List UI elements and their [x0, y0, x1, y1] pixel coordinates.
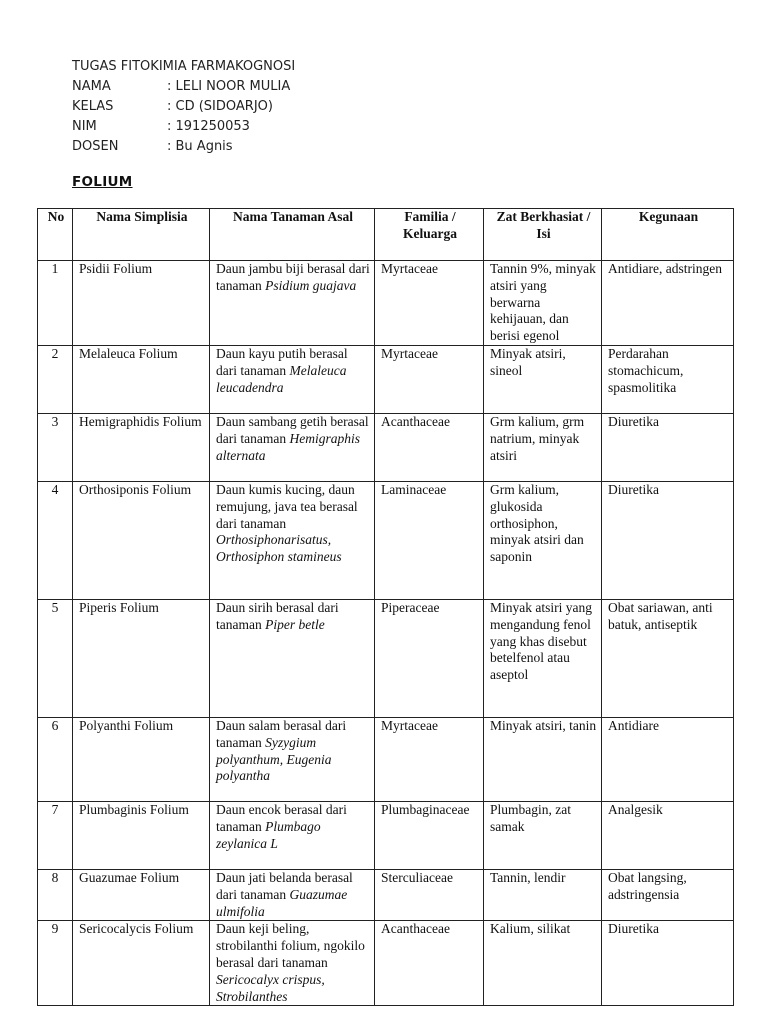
cell-zat-berkhasiat: Grm kalium, glukosida orthosiphon, minyak atsiri dan saponin [484, 482, 602, 600]
cell-nama-simplisia: Piperis Folium [73, 600, 210, 718]
cell-nama-tanaman-asal [210, 414, 375, 482]
cell-nama-simplisia: Hemigraphidis Folium [73, 414, 210, 482]
cell-nama-tanaman-asal [210, 482, 375, 600]
latin-name: Orthosiphonarisatus, Orthosiphon stamineus [216, 532, 342, 565]
table-row [38, 718, 734, 802]
latin-name: Hemigraphis alternata [216, 430, 360, 463]
column-header-zat-berkhasiat: Zat Berkhasiat / Isi [484, 209, 602, 261]
cell-kegunaan: Perdarahan stomachicum, spasmolitika [602, 346, 734, 414]
latin-name: Plumbago zeylanica L [216, 818, 321, 851]
cell-zat-berkhasiat: Minyak atsiri, sineol [484, 346, 602, 414]
field-label: NAMA [72, 79, 111, 94]
asal-text: Daun sambang getih berasal dari tanaman [216, 414, 369, 446]
table-row [38, 921, 734, 1006]
header-field-nama [72, 77, 295, 97]
column-header-nama-simplisia: Nama Simplisia [73, 209, 210, 261]
cell-zat-berkhasiat: Tannin 9%, minyak atsiri yang berwarna kehijauan, dan berisi egenol [484, 261, 602, 346]
cell-nama-simplisia: Sericocalycis Folium [73, 921, 210, 1006]
asal-text: Daun kayu putih berasal dari tanaman [216, 346, 348, 378]
cell-no: 8 [38, 870, 73, 921]
cell-familia: Acanthaceae [375, 414, 484, 482]
asal-text: Daun jambu biji berasal dari tanaman [216, 261, 370, 293]
asal-text: Daun jati belanda berasal dari tanaman [216, 870, 353, 902]
cell-nama-tanaman-asal [210, 921, 375, 1006]
header-field-dosen [72, 137, 295, 157]
cell-kegunaan: Diuretika [602, 482, 734, 600]
cell-kegunaan: Diuretika [602, 921, 734, 1006]
asal-text: Daun kumis kucing, daun remujung, java tea berasal dari tanaman [216, 482, 358, 531]
cell-nama-simplisia: Orthosiponis Folium [73, 482, 210, 600]
table-row [38, 261, 734, 346]
header-title: TUGAS FITOKIMIA FARMAKOGNOSI [72, 59, 296, 74]
column-header-familia: Familia / Keluarga [375, 209, 484, 261]
cell-nama-tanaman-asal [210, 802, 375, 870]
cell-kegunaan: Antidiare [602, 718, 734, 802]
cell-no: 6 [38, 718, 73, 802]
simplisia-table [37, 208, 734, 1006]
cell-nama-tanaman-asal [210, 718, 375, 802]
cell-nama-tanaman-asal [210, 870, 375, 921]
header-field-nim [72, 117, 295, 137]
table-row [38, 600, 734, 718]
field-value: : CD (SIDOARJO) [167, 99, 273, 114]
cell-kegunaan: Analgesik [602, 802, 734, 870]
cell-zat-berkhasiat: Tannin, lendir [484, 870, 602, 921]
field-value: : LELI NOOR MULIA [167, 79, 291, 94]
latin-name: Psidium guajava [265, 277, 357, 293]
cell-familia: Laminaceae [375, 482, 484, 600]
section-title: FOLIUM [72, 174, 133, 190]
cell-nama-simplisia: Psidii Folium [73, 261, 210, 346]
cell-kegunaan: Antidiare, adstringen [602, 261, 734, 346]
cell-no: 4 [38, 482, 73, 600]
cell-familia: Myrtaceae [375, 346, 484, 414]
latin-name: Syzygium polyanthum, Eugenia polyantha [216, 734, 332, 784]
column-header-nama-tanaman-asal: Nama Tanaman Asal [210, 209, 375, 261]
asal-text: Daun keji beling, strobilanthi folium, ngokilo berasal dari tanaman [216, 921, 365, 970]
cell-nama-tanaman-asal [210, 261, 375, 346]
field-label: NIM [72, 119, 97, 134]
cell-familia: Myrtaceae [375, 261, 484, 346]
table-row [38, 870, 734, 921]
cell-zat-berkhasiat: Plumbagin, zat samak [484, 802, 602, 870]
asal-text: Daun encok berasal dari tanaman [216, 802, 347, 834]
table-row [38, 802, 734, 870]
cell-nama-simplisia: Guazumae Folium [73, 870, 210, 921]
table-row [38, 482, 734, 600]
cell-no: 2 [38, 346, 73, 414]
latin-name: Melaleuca leucadendra [216, 362, 347, 395]
cell-nama-tanaman-asal [210, 600, 375, 718]
asal-text: Daun salam berasal dari tanaman [216, 718, 347, 750]
assignment-header [72, 57, 295, 157]
cell-familia: Plumbaginaceae [375, 802, 484, 870]
column-header-no: No [38, 209, 73, 261]
header-field-kelas [72, 97, 295, 117]
cell-zat-berkhasiat: Grm kalium, grm natrium, minyak atsiri [484, 414, 602, 482]
asal-text: Daun sirih berasal dari tanaman [216, 600, 339, 632]
cell-no: 9 [38, 921, 73, 1006]
cell-familia: Myrtaceae [375, 718, 484, 802]
field-label: KELAS [72, 99, 114, 114]
cell-no: 1 [38, 261, 73, 346]
column-header-kegunaan: Kegunaan [602, 209, 734, 261]
cell-no: 5 [38, 600, 73, 718]
latin-name: Piper betle [265, 616, 325, 632]
field-value: : 191250053 [167, 119, 250, 134]
cell-no: 3 [38, 414, 73, 482]
cell-kegunaan: Obat langsing, adstringensia [602, 870, 734, 921]
table-header-row [38, 209, 734, 261]
table-row [38, 414, 734, 482]
cell-nama-tanaman-asal [210, 346, 375, 414]
table-row [38, 346, 734, 414]
cell-nama-simplisia: Melaleuca Folium [73, 346, 210, 414]
field-value: : Bu Agnis [167, 139, 233, 154]
cell-kegunaan: Obat sariawan, anti batuk, antiseptik [602, 600, 734, 718]
cell-familia: Acanthaceae [375, 921, 484, 1006]
cell-no: 7 [38, 802, 73, 870]
cell-nama-simplisia: Polyanthi Folium [73, 718, 210, 802]
cell-zat-berkhasiat: Minyak atsiri, tanin [484, 718, 602, 802]
latin-name: Sericocalyx crispus, Strobilanthes [216, 971, 325, 1004]
cell-familia: Sterculiaceae [375, 870, 484, 921]
cell-zat-berkhasiat: Kalium, silikat [484, 921, 602, 1006]
cell-kegunaan: Diuretika [602, 414, 734, 482]
field-label: DOSEN [72, 139, 119, 154]
cell-familia: Piperaceae [375, 600, 484, 718]
cell-zat-berkhasiat: Minyak atsiri yang mengandung fenol yang khas disebut betelfenol atau aseptol [484, 600, 602, 718]
cell-nama-simplisia: Plumbaginis Folium [73, 802, 210, 870]
latin-name: Guazumae ulmifolia [216, 886, 348, 919]
